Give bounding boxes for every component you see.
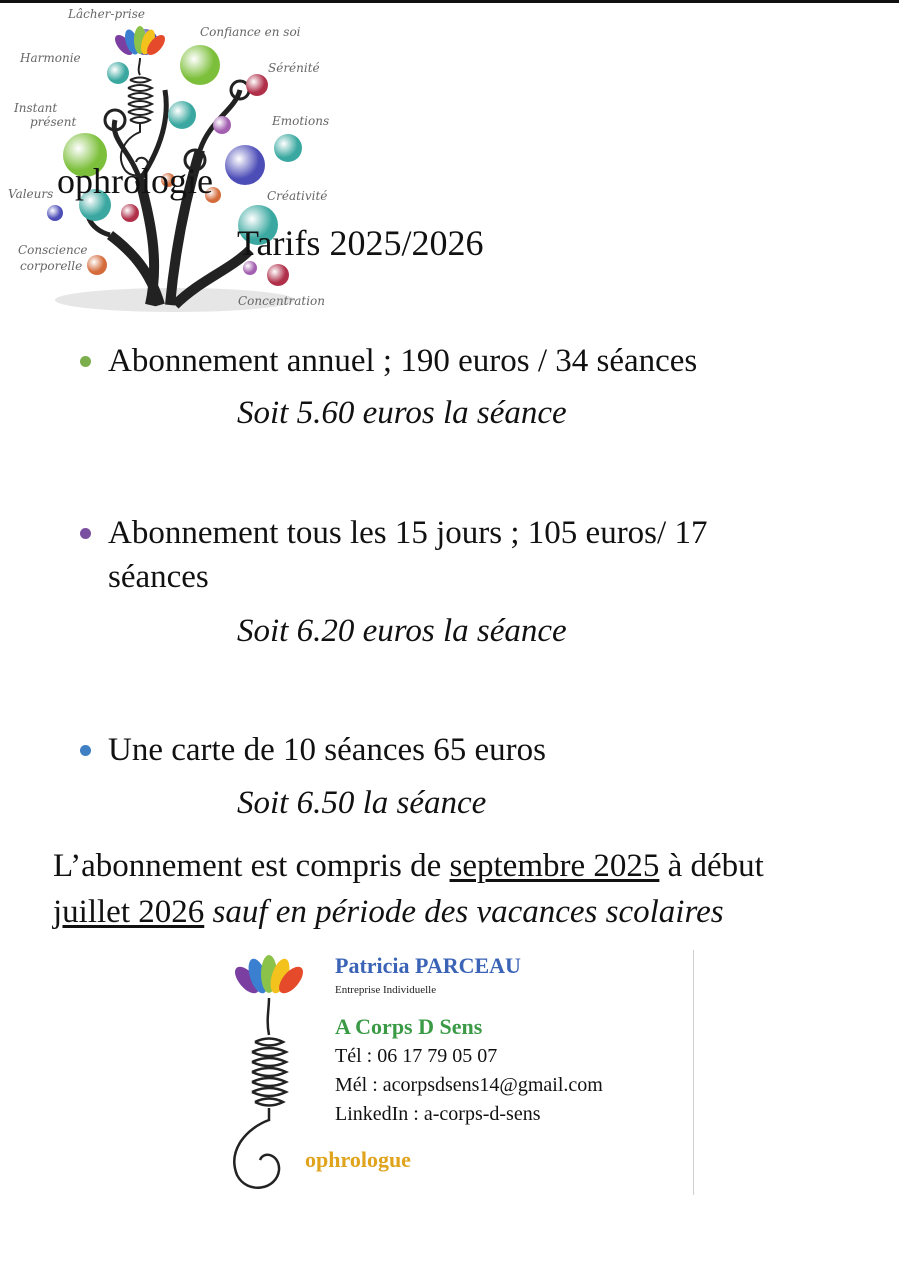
tree-word: Concentration [238,294,326,308]
tree-word: Harmonie [20,51,81,65]
top-border [0,0,899,3]
tree-word: Lâcher-prise [68,7,145,21]
bullet-icon [80,745,91,756]
tree-word: Sérénité [268,61,320,75]
offer-detail: Soit 5.60 euros la séance [237,395,567,431]
card-subtitle: Entreprise Individuelle [335,984,437,996]
card-phone: Tél : 06 17 79 05 07 [335,1045,498,1067]
card-name: Patricia PARCEAU [335,953,521,978]
period-start: septembre 2025 [449,848,660,884]
offer-text: Abonnement annuel ; 190 euros / 34 séances [108,343,698,379]
tree-word: Confiance en soi [200,25,301,39]
page-title: Tarifs 2025/2026 [237,223,484,263]
logo-word: ophrologie [57,161,213,201]
card-email[interactable]: Mél : acorpsdsens14@gmail.com [335,1074,603,1096]
offer-text: Une carte de 10 séances 65 euros [108,732,546,768]
period-suffix: sauf en période des vacances scolaires [212,894,724,930]
offer-detail: Soit 6.50 la séance [237,785,487,821]
tree-word: Instant [14,101,58,115]
period-statement: L’abonnement est compris de septembre 2025 à début juillet 2026 sauf en période des vacances scolaires [53,848,764,930]
bullet-icon [80,528,91,539]
tree-word: Valeurs [8,187,54,201]
offer-text: Abonnement tous les 15 jours ; 105 euros/ 17 [108,515,708,551]
bullet-icon [80,356,91,367]
tree-word: Créativité [267,189,328,203]
offer-detail: Soit 6.20 euros la séance [237,613,567,649]
period-end: juillet 2026 [53,894,205,930]
tree-word: corporelle [20,259,83,273]
tree-word: présent [30,115,77,129]
tree-word: Emotions [272,114,330,128]
card-linkedin[interactable]: LinkedIn : a-corps-d-sens [335,1103,541,1125]
card-role: ophrologue [305,1147,411,1172]
tree-word: Conscience [18,243,88,257]
card-company: A Corps D Sens [335,1014,483,1039]
card-divider [693,950,694,1195]
